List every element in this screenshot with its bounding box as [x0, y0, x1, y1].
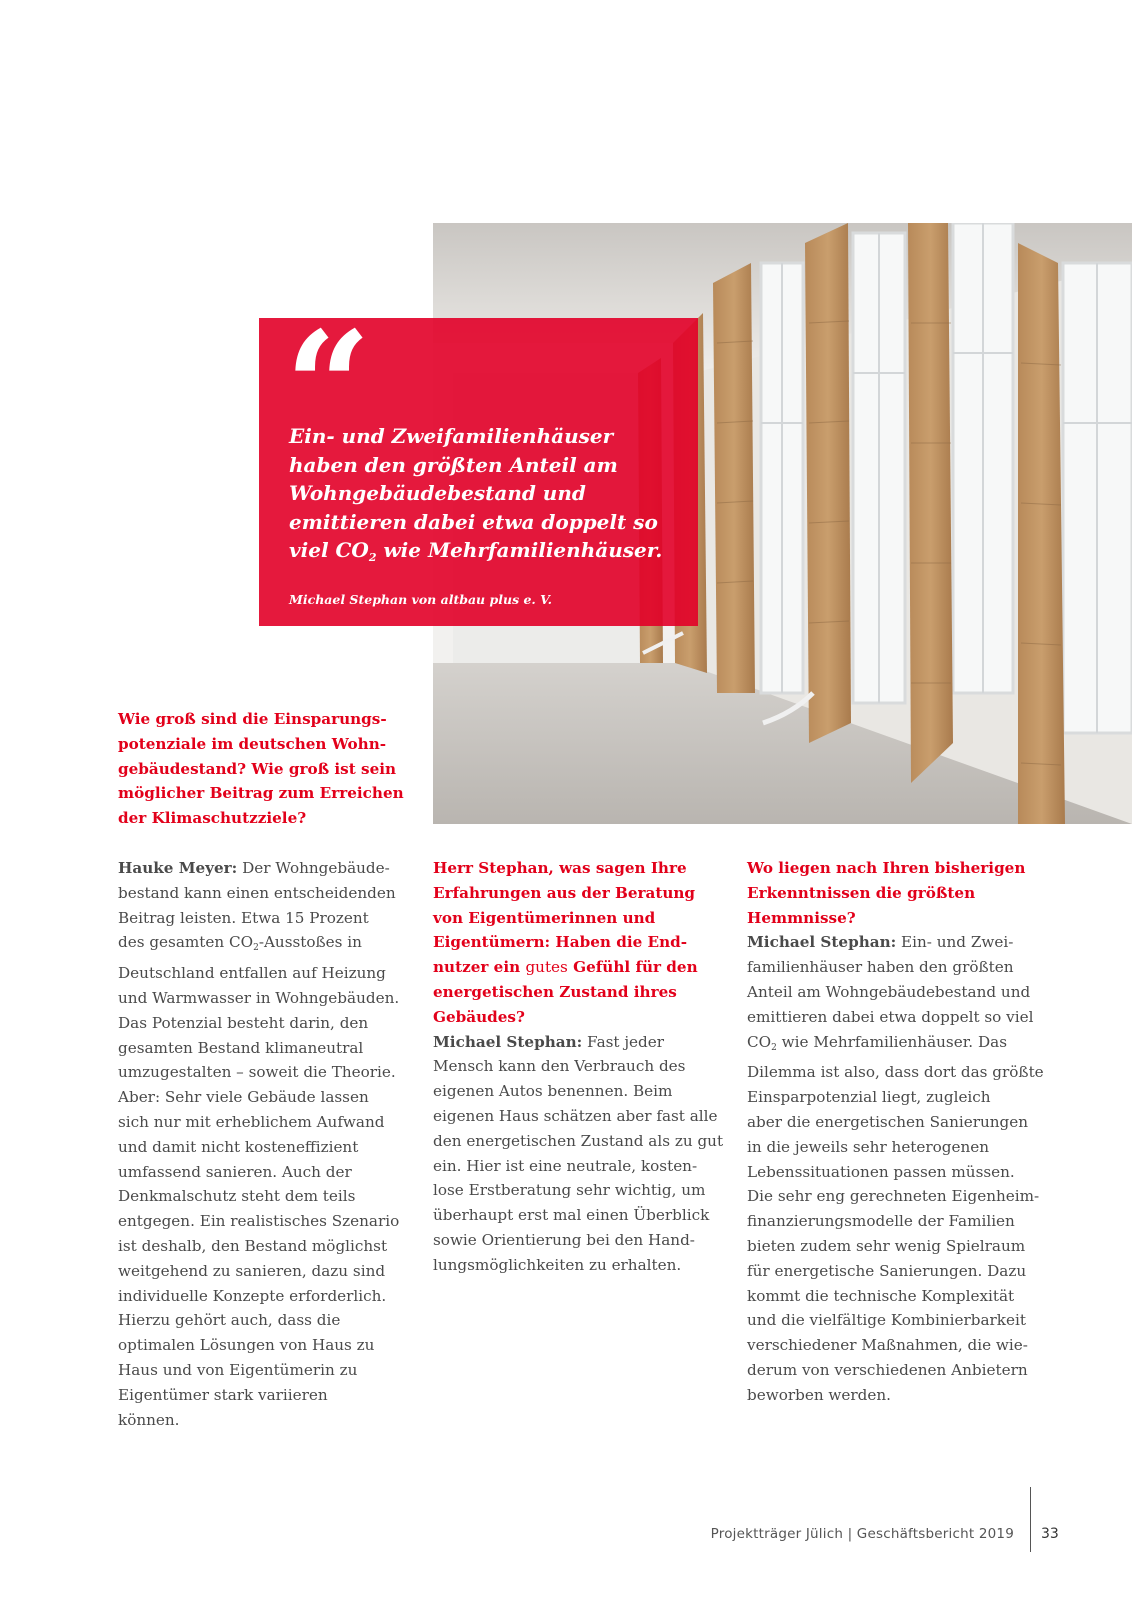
column-3 [747, 856, 1057, 1408]
footer-divider [1030, 1487, 1031, 1552]
question-2: Herr Stephan, was sagen Ihre Erfahrungen aus der Beratung von Eigentümerinnen und Eigentümern: Haben die End- nutzer ein gutes Gefühl für den energetischen Zustand ihres Gebäudes? [433, 859, 698, 1026]
speaker-name: Michael Stephan: [747, 933, 897, 952]
quote-source: Michael Stephan von altbau plus e. V. [289, 592, 552, 607]
pull-quote-text: Ein- und Zweifamilienhäuser haben den größten Anteil am Wohngebäudebestand und emittieren dabei etwa doppelt so viel $CO_2$ wie Mehrfamilienhäuser. [289, 424, 663, 564]
page-number: 33 [1041, 1526, 1059, 1542]
column-2 [433, 856, 733, 1278]
speaker-name: Michael Stephan: [433, 1032, 583, 1051]
speaker-name: Hauke Meyer: [118, 859, 238, 877]
quote-mark-icon: “ [285, 299, 372, 475]
question-3: Wo liegen nach Ihren bisherigen Erkenntnissen die größten Hemmnisse? [747, 859, 1026, 927]
answer-2: Michael Stephan: Fast jeder Mensch kann den Verbrauch des eigenen Autos benennen. Beim eigenen Haus schätzen aber fast alle den energetischen Zustand als zu gut ein. Hier ist eine neutrale, kosten- lose Erstberatung sehr wichtig, um überhaupt erst mal einen Überblick sowie Orientierung bei den Hand- lungsmöglichkeiten zu erhalten. [433, 1032, 724, 1274]
answer-1: Hauke Meyer: Der Wohngebäude- bestand kann einen entscheidenden Beitrag leisten. Etwa 15 Prozent des gesamten $CO_2$-Ausstoßes in Deutschland entfallen auf Heizung und Warmwasser in Wohngebäuden. Das Potenzial besteht darin, den gesamten Bestand klimaneutral umzugestalten – soweit die Theorie. Aber: Sehr viele Gebäude lassen sich nur mit erheblichem Aufwand und damit nicht kosteneffizient umfassend sanieren. Auch der Denkmalschutz steht dem teils entgegen. Ein realistisches Szenario ist deshalb, den Bestand möglichst weitgehend zu sanieren, dazu sind individuelle Konzepte erforderlich. Hierzu gehört auch, dass die optimalen Lösungen von Haus zu Haus und von Eigentümerin zu Eigentümer stark variieren können. [118, 859, 400, 1429]
pull-quote-box [259, 299, 698, 626]
footer-publication: Projektträger Jülich | Geschäftsbericht 2019 [710, 1526, 1014, 1542]
answer-3: Michael Stephan: Ein- und Zwei- familienhäuser haben den größten Anteil am Wohngebäudebestand und emittieren dabei etwa doppelt so viel $CO_2$ wie Mehrfamilienhäuser. Das Dilemma ist also, dass dort das größte Einsparpotenzial liegt, zugleich aber die energetischen Sanierungen in die jeweils sehr heterogenen Lebenssituationen passen müssen. Die sehr eng gerechneten Eigenheim- finanzierungsmodelle der Familien bieten zudem sehr wenig Spielraum für energetische Sanierungen. Dazu kommt die technische Komplexität und die vielfältige Kombinierbarkeit verschiedener Maßnahmen, die wie- derum von verschiedenen Anbietern beworben werden. [747, 933, 1044, 1404]
question-1: Wie groß sind die Einsparungs- potenziale im deutschen Wohn- gebäudestand? Wie groß ist sein möglicher Beitrag zum Erreichen der Klimaschutzziele? [118, 710, 404, 828]
